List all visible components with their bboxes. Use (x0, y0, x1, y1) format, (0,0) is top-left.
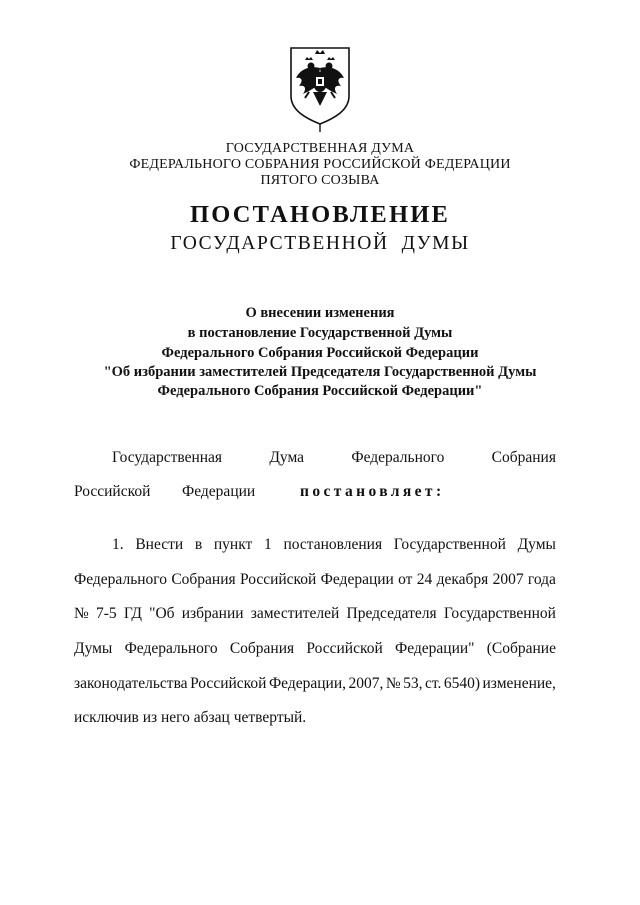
word: Собрания (491, 449, 556, 466)
document-subtitle: ГОСУДАРСТВЕННОЙ ДУМЫ (170, 233, 470, 254)
word: 2007, (348, 675, 384, 692)
word: ст. (425, 675, 442, 692)
clause-1-line-4 (74, 639, 556, 659)
resolves-word: постановляет: (300, 483, 445, 500)
russian-coat-of-arms-icon (285, 44, 355, 134)
word: декабря (436, 571, 489, 588)
word: Федерации" (394, 640, 475, 657)
word: Дума (269, 449, 305, 466)
word: Федерального (74, 571, 168, 588)
word: Собрания (229, 640, 295, 657)
word: 1 (264, 536, 272, 553)
word: Федерации (320, 571, 394, 588)
word: года (527, 571, 556, 588)
word: 1. (112, 536, 124, 553)
word: Думы (517, 536, 556, 553)
word: Федерального (351, 449, 445, 466)
clause-1-line-6: исключив из него абзац четвертый. (74, 709, 307, 726)
word: 6540) (443, 675, 481, 692)
word: Думы (74, 640, 113, 657)
word: Собрания (171, 571, 236, 588)
issuer-line-2: ФЕДЕРАЛЬНОГО СОБРАНИЯ РОССИЙСКОЙ ФЕДЕРАЦИИ (129, 157, 511, 172)
word: законодательства (74, 675, 188, 692)
word: Российской (306, 640, 383, 657)
subject-line-1: О внесении изменения (245, 305, 395, 321)
subject-line-2: в постановление Государственной Думы (187, 325, 453, 341)
word: от (398, 571, 413, 588)
word: 24 (416, 571, 433, 588)
clause-1-line-1 (112, 535, 556, 555)
word: изменение, (482, 675, 556, 692)
word: Федерации, (268, 675, 347, 692)
word: в (194, 536, 203, 553)
word: 7-5 (95, 605, 117, 622)
word: Федерального (124, 640, 218, 657)
word: "Об (149, 605, 175, 622)
subject-line-4: "Об избрании заместителей Председателя Государственной Думы (103, 364, 537, 380)
word: Федерации (182, 483, 256, 500)
document-title: ПОСТАНОВЛЕНИЕ (189, 201, 451, 228)
word: Государственная (112, 449, 223, 466)
preamble-line-1 (112, 448, 556, 468)
word: Государственной (393, 536, 506, 553)
issuer-line-1: ГОСУДАРСТВЕННАЯ ДУМА (225, 141, 415, 156)
word: 2007 (492, 571, 524, 588)
word: ГД (123, 605, 142, 622)
subject-line-3: Федерального Собрания Российской Федерации (161, 345, 479, 361)
word: Председателя (346, 605, 437, 622)
word: Российской (239, 571, 317, 588)
subject-line-5: Федерального Собрания Российской Федерации" (157, 383, 483, 399)
issuer-line-3: ПЯТОГО СОЗЫВА (260, 173, 380, 188)
word: Российской (190, 675, 267, 692)
clause-1-line-5 (74, 674, 556, 694)
clause-1-line-2 (74, 570, 556, 590)
word: 53, (403, 675, 423, 692)
word: № (74, 605, 89, 622)
word: постановления (283, 536, 383, 553)
clause-1-line-3 (74, 604, 556, 624)
word: Внести (135, 536, 184, 553)
word: пункт (213, 536, 253, 553)
word: избрании (181, 605, 244, 622)
word: (Собрание (486, 640, 556, 657)
word: № (385, 675, 401, 692)
word: заместителей (250, 605, 340, 622)
word: Российской (74, 483, 151, 500)
word: Государственной (443, 605, 556, 622)
